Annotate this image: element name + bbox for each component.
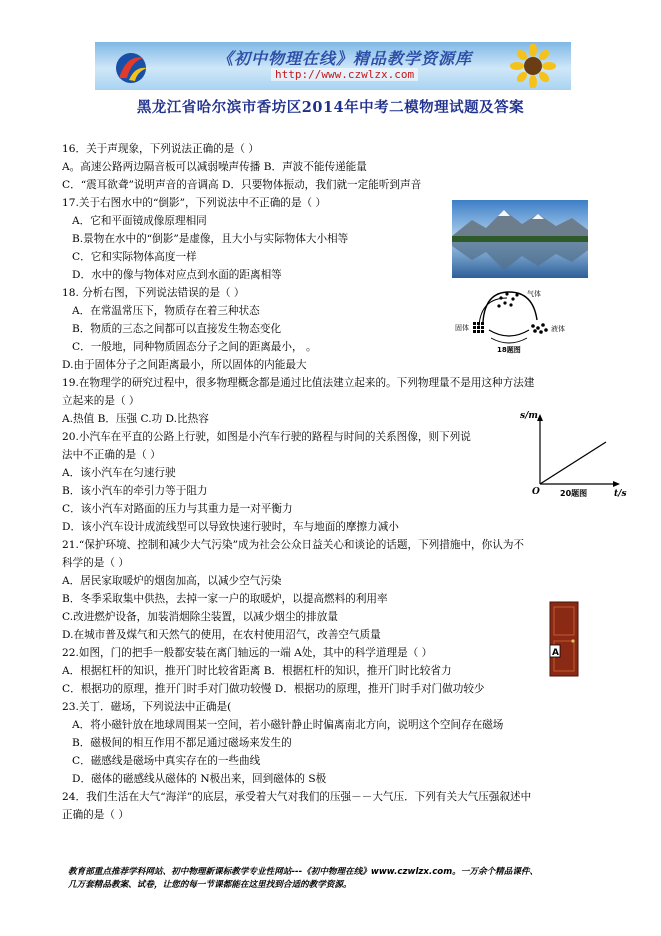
gas-label: 气体 <box>527 290 541 298</box>
question-line: 18. 分析右图，下列说法错误的是（ ） <box>62 287 245 299</box>
figure-18-caption: 18题图 <box>497 346 521 354</box>
question-line: A．它和平面镜成像原理相同 <box>72 215 207 227</box>
footer-line: 教育部重点推荐学科网站、初中物理新课标教学专业性网站---《初中物理在线》www.czwlzx.com。一万余个精品课件、 <box>68 867 539 877</box>
question-line: 16．关于声现象，下列说法正确的是（ ） <box>62 143 259 155</box>
document-title: 黑龙江省哈尔滨市香坊区2014年中考二模物理试题及答案 <box>136 99 525 116</box>
question-line: 法中不正确的是（ ） <box>62 449 161 461</box>
question-line: 正确的是（ ） <box>62 809 129 821</box>
question-line: C．根据功的原理，推开门时手对门做功较慢 D．根据功的原理，推开门时手对门做功较少 <box>62 683 485 695</box>
question-line: C.改进燃炉设备，加装消烟除尘装置，以减少烟尘的排放量 <box>62 611 338 623</box>
question-line: C．磁感线是磁场中真实存在的一些曲线 <box>72 755 261 767</box>
question-line: C．它和实际物体高度一样 <box>72 251 197 263</box>
question-line: C．该小汽车对路面的压力与其重力是一对平衡力 <box>62 503 293 515</box>
question-line: 科学的是（ ） <box>62 557 129 569</box>
banner-title: 《初中物理在线》精品教学资源库 <box>217 49 473 68</box>
banner-url: http://www.czwlzx.com <box>271 68 418 81</box>
question-line: B．磁极间的相互作用不都足通过磁场来发生的 <box>72 737 292 749</box>
solid-label: 固体 <box>455 324 469 332</box>
question-line: D．磁体的磁感线从磁体的 N极出来，回到磁体的 S极 <box>72 773 327 785</box>
site-logo-icon <box>113 48 149 84</box>
question-line: A．将小磁针放在地球周围某一空间，若小磁针静止时偏离南北方向，说明这个空间存在磁场 <box>72 719 504 731</box>
header-banner <box>95 42 571 90</box>
footer-line: 几万套精品教案、试卷，让您的每一节课都能在这里找到合适的教学资源。 <box>68 880 352 890</box>
question-line: A。高速公路两边隔音板可以减弱噪声传播 B．声波不能传递能量 <box>62 161 367 173</box>
question-line: A．居民家取暖炉的烟囱加高，以减少空气污染 <box>62 575 282 587</box>
distance-time-graph <box>520 408 630 498</box>
question-line: 19.在物理学的研究过程中，很多物理概念都是通过比值法建立起来的。下列物理量不是用这种方法建 <box>62 377 535 389</box>
door-handle-label: A <box>552 648 559 658</box>
question-line: A．该小汽车在匀速行驶 <box>62 467 176 479</box>
question-line: A．根据杠杆的知识，推开门时比较省距离 B．根据杠杆的知识，推开门时比较省力 <box>62 665 452 677</box>
question-line: D．该小汽车设计成流线型可以导致快速行驶时，车与地面的摩擦力减小 <box>62 521 399 533</box>
question-line: A．在常温常压下，物质存在着三种状态 <box>72 305 260 317</box>
states-of-matter-diagram <box>445 284 573 354</box>
question-line: B.景物在水中的“倒影”是虚像，且大小与实际物体大小相等 <box>72 233 349 245</box>
question-line: 21.“保护环境、控制和减少大气污染”成为社会公众日益关心和谈论的话题，下列措施中，你认为不 <box>62 539 525 551</box>
question-line: B．该小汽车的牵引力等于阻力 <box>62 485 208 497</box>
question-line: 22.如图，门的把手一般都安装在离门轴远的一端 A处，其中的科学道理是（ ） <box>62 647 433 659</box>
question-line: C．一般地，同种物质固态分子之间的距离最小， 。 <box>72 341 317 353</box>
question-line: 17.关于右图水中的“倒影”，下列说法中不正确的是（ ） <box>62 197 327 209</box>
question-line: A.热值 B．压强 C.功 D.比热容 <box>62 413 209 425</box>
question-line: 20.小汽车在平直的公路上行驶，如图是小汽车行驶的路程与时间的关系图像，则下列说 <box>62 431 471 443</box>
door-figure <box>549 601 579 677</box>
question-line: C．“震耳欲聋”说明声音的音调高 D．只要物体振动，我们就一定能听到声音 <box>62 179 422 191</box>
question-line: D.在城市普及煤气和天然气的使用，在农村使用沼气，改善空气质量 <box>62 629 381 641</box>
page-footer <box>68 866 538 892</box>
x-axis-label: t/s <box>614 489 627 498</box>
origin-label: O <box>532 487 540 497</box>
question-line: B．物质的三态之间都可以直接发生物态变化 <box>72 323 282 335</box>
question-line: D．水中的像与物体对应点到水面的距离相等 <box>72 269 282 281</box>
question-line: D.由于固体分子之间距离最小，所以固体的内能最大 <box>62 359 307 371</box>
y-axis-label: s/m <box>520 411 538 421</box>
question-line: 24．我们生活在大气“海洋”的底层，承受着大气对我们的压强－－大气压．下列有关大气压强叙述中 <box>62 791 532 803</box>
question-line: 23.关丁．磁场，下列说法中正确是( <box>62 701 232 713</box>
liquid-label: 液体 <box>551 325 565 333</box>
lake-reflection-photo <box>452 200 588 278</box>
figure-20-caption: 20题图 <box>560 489 588 498</box>
question-line: 立起来的是（ ） <box>62 395 140 407</box>
question-line: B．冬季采取集中供热，去掉一家一户的取暖炉，以提高燃料的利用率 <box>62 593 388 605</box>
sunflower-icon <box>505 44 561 88</box>
